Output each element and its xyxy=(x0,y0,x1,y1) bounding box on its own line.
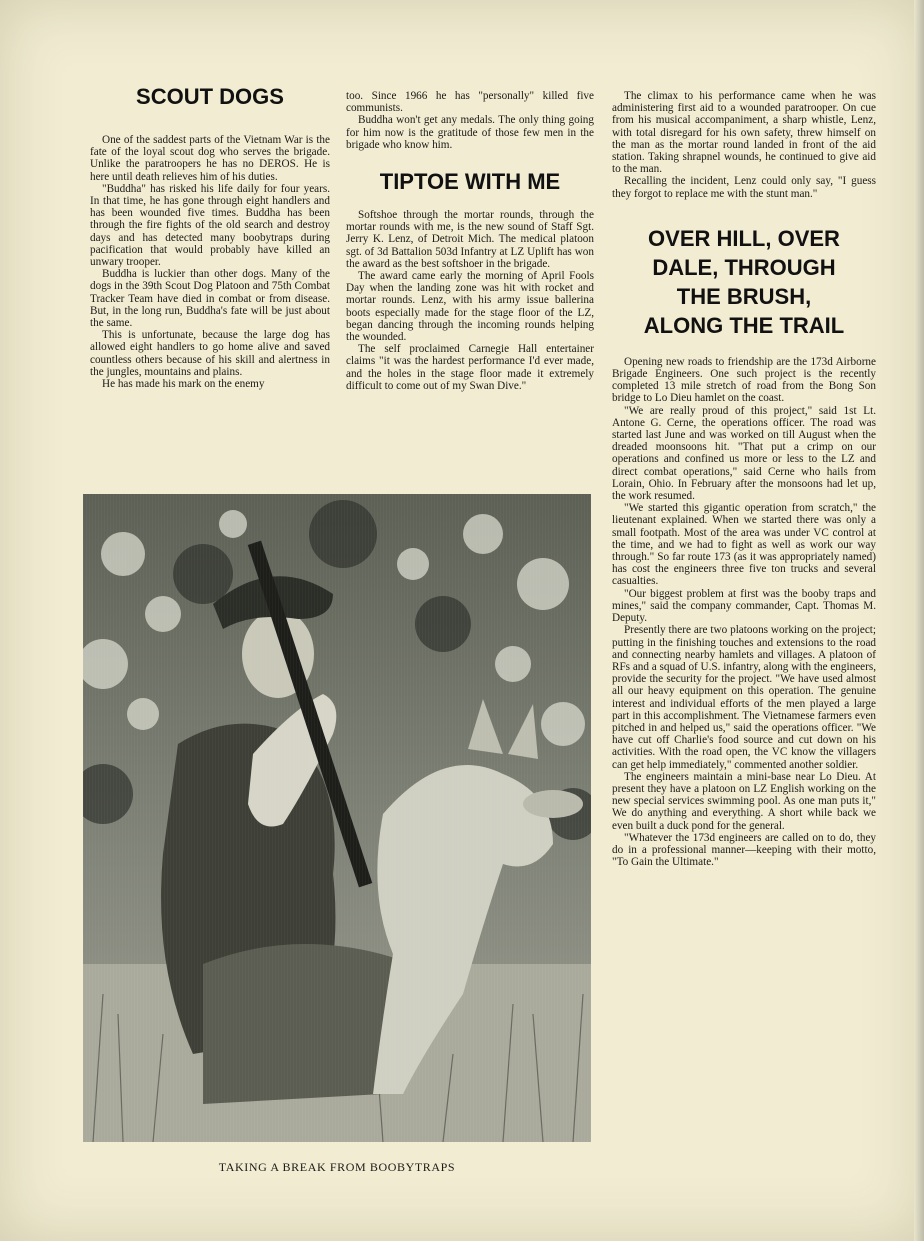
headline-line: OVER HILL, OVER xyxy=(648,225,840,251)
paragraph: too. Since 1966 he has "personally" killed five communists. xyxy=(346,90,594,115)
paragraph: The self proclaimed Carnegie Hall entertainer claims "it was the hardest performance I'd ever made, and the holes in the stage floor made it extremely difficult to come out of my Swan Dive." xyxy=(346,343,594,392)
paragraph: "We started this gigantic operation from scratch," the lieutenant explained. When we started there was only a small footpath. Most of the area was under VC control at the time, and we had to fight as well as work our way through." So far route 173 (as it was appropriately named) has cost the engineers three five ton trucks and several casualties. xyxy=(612,502,876,588)
paragraph: The award came early the morning of April Fools Day when the landing zone was hit with rocket and mortar rounds. Lenz, with his army issue ballerina boots especially made for the stage floor of the LZ, began dancing through the incoming rounds helping the wounded. xyxy=(346,270,594,344)
headline-line: THE BRUSH, xyxy=(676,283,812,309)
column-over-hill xyxy=(612,90,876,868)
headline-tiptoe: TIPTOE WITH ME xyxy=(379,169,561,195)
paragraph: "We are really proud of this project," said 1st Lt. Antone G. Cerne, the operations officer. The road was started last June and was worked on till August when the dreaded moonsoons hit. "That put a crimp on our operations and confined us more or less to the LZ and direct combat operations," said Cerne who hails from Lorain, Ohio. In February after the monsoons had let up, the work resumed. xyxy=(612,404,876,503)
paragraph: "Buddha" has risked his life daily for four years. In that time, he has gone through eight handlers and has been wounded five times. Buddha has been through the fire fights of the old search and destroy days and has detected many boobytraps during pacification that would probably have killed an unwary trooper. xyxy=(90,182,330,269)
paragraph: Presently there are two platoons working on the project; putting in the finishing touches and extensions to the road and connecting nearby hamlets and villages. A platoon of RFs and a squad of U.S. infantry, along with the engineers, provide the security for the project. "We have used almost all our heavy equipment on this operation. The genuine interest and individual efforts of the men played a large part in this accomplishment. The Vietnamese farmers even pitched in and helped us," said the operations officer. "We have cut off Charlie's food source and cut down on his activities. With the road open, the VC know the villagers can get help immediately," commented another soldier. xyxy=(612,624,876,771)
photo-caption: TAKING A BREAK FROM BOOBYTRAPS xyxy=(218,1160,456,1174)
paragraph: He has made his mark on the enemy xyxy=(102,378,265,391)
headline-over-hill xyxy=(612,224,876,340)
paragraph: One of the saddest parts of the Vietnam War is the fate of the loyal scout dog who serves the brigade. Unlike the paratroopers he has no DEROS. He is here until death relieves him of his duties. xyxy=(90,134,330,183)
paragraph: This is unfortunate, because the large dog has allowed eight handlers to go home alive and saved countless others because of his skill and alertness in the jungles, mountains and plains. xyxy=(90,329,330,378)
column-scout-dogs xyxy=(90,84,330,390)
column-tiptoe xyxy=(346,90,594,392)
paragraph: Buddha is luckier than other dogs. Many of the dogs in the 39th Scout Dog Platoon and 75th Combat Tracker Team have died in combat or from disease. But, in the long run, Buddha's fate will be just about the same. xyxy=(90,268,330,330)
headline-scout-dogs: SCOUT DOGS xyxy=(136,84,284,109)
paragraph: Buddha won't get any medals. The only thing going for him now is the gratitude of those few men in the brigade who know him. xyxy=(346,114,594,151)
paragraph: Recalling the incident, Lenz could only say, "I guess they forgot to replace me with the stunt man." xyxy=(612,175,876,200)
headline-line: ALONG THE TRAIL xyxy=(643,312,845,338)
headline-line: DALE, THROUGH xyxy=(652,254,836,280)
paragraph: Opening new roads to friendship are the 173d Airborne Brigade Engineers. One such project is the recently completed 13 mile stretch of road from the Bong Son bridge to Lo Dieu hamlet on the coast. xyxy=(612,355,876,405)
paragraph: The climax to his performance came when he was administering first aid to a wounded paratrooper. On cue from his musical accompaniment, a sharp whistle, Lenz, with total disregard for his own safety, threw himself on the man as the mortar round landed in front of the aid station. Taking shrapnel wounds, he continued to give aid to the man. xyxy=(612,90,876,176)
photo-illustration xyxy=(83,494,591,1142)
photo-soldier-with-scout-dog xyxy=(83,494,591,1142)
paragraph: "Our biggest problem at first was the booby traps and mines," said the company commander, Capt. Thomas M. Deputy. xyxy=(612,587,876,625)
paragraph: The engineers maintain a mini-base near Lo Dieu. At present they have a platoon on LZ English working on the new special services swimming pool. As one man puts it," We do anything and everything. A short while back we even built a duck pond for the general. xyxy=(612,770,876,832)
page-edge xyxy=(914,0,924,1241)
paragraph: Softshoe through the mortar rounds, through the mortar rounds with me, is the new sound of Staff Sgt. Jerry K. Lenz, of Detroit Mich. The medical platoon sgt. of 3d Battalion 503d Infantry at LZ Uplift has won the award as the best softshoer in the brigade. xyxy=(346,209,594,270)
paragraph: "Whatever the 173d engineers are called on to do, they do in a professional manner—keeping with their motto, "To Gain the Ultimate." xyxy=(612,831,876,869)
